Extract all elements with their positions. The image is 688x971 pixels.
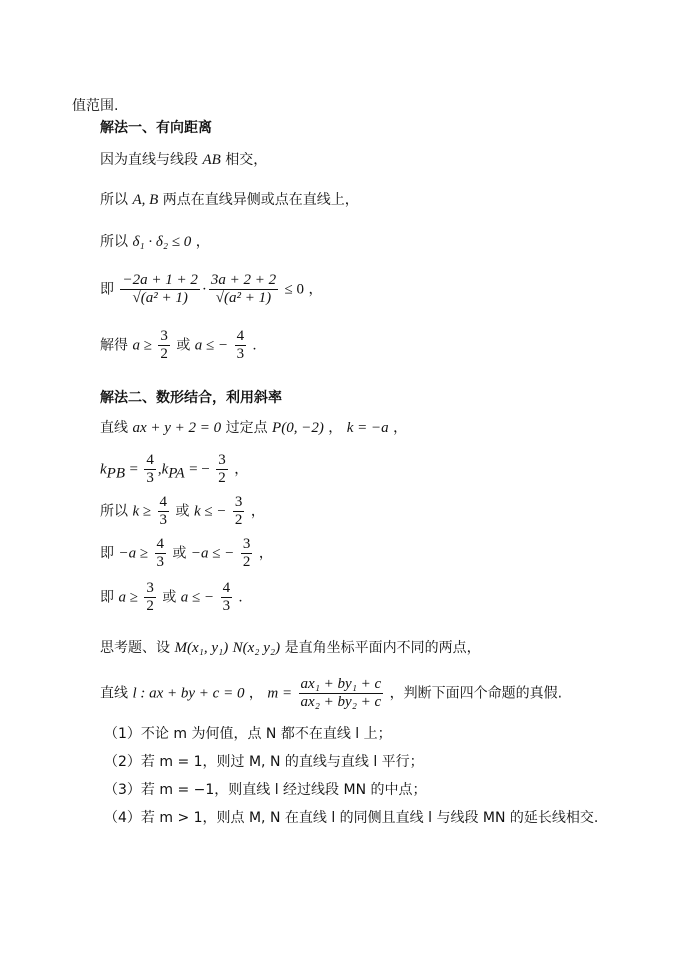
think-item-2: （2）若 m = 1，则过 M, N 的直线与直线 l 平行； — [104, 754, 424, 770]
method1-heading: 解法一、有向距离 — [100, 120, 212, 136]
method1-line3: 所以 δ₁ · δ₂ ≤ 0 ， — [100, 234, 210, 250]
intro-text: 值范围. — [72, 98, 119, 114]
think-line2: 直线 l : ax + by + c = 0 ， m = $\frac{\text{ax₁ + by₁ + c}}{\text{ax₂ + by₂ + c}}$ ，判断下面四个命题的真假. — [100, 676, 563, 710]
method2-line5: 即 a ≥ $\frac{3}{2}$ 或 a ≤ − $\frac{4}{3}$ . — [100, 580, 243, 614]
method2-line3: 所以 k ≥ $\frac{4}{3}$ 或 k ≤ − $\frac{3}{2}$ ， — [100, 494, 265, 528]
method2-line1: 直线 ax + y + 2 = 0 过定点 P(0, −2) ， k = −a ， — [100, 420, 408, 436]
method1-line2: 所以 A, B 两点在直线异侧或点在直线上， — [100, 192, 359, 208]
think-line1: 思考题、设 M(x₁, y₁) N(x₂ y₂) 是直角坐标平面内不同的两点， — [100, 640, 481, 656]
method1-line1: 因为直线与线段 AB 相交， — [100, 152, 268, 168]
think-item-3: （3）若 m = −1，则直线 l 经过线段 MN 的中点； — [104, 782, 427, 798]
fraction-2: $\frac{3a + 2 + 2}{\text{√(a² + 1)}}$ — [210, 272, 277, 306]
think-item-4: （4）若 m > 1，则点 M, N 在直线 l 的同侧且直线 l 与线段 MN 的延长线相交. — [104, 810, 599, 826]
method2-line4: 即 −a ≥ $\frac{4}{3}$ 或 −a ≤ − $\frac{3}{2}$ ， — [100, 536, 273, 570]
method2-heading: 解法二、数形结合，利用斜率 — [100, 390, 282, 406]
method1-line5: 解得 a ≥ $\frac{3}{2}$ 或 a ≤ − $\frac{4}{3}$ . — [100, 328, 257, 362]
method2-line2: $k_{PB}$ = $\frac{4}{3}$ $,k_{PA}$ = − $\frac{3}{2}$ ， — [100, 452, 249, 486]
think-item-1: （1）不论 m 为何值，点 N 都不在直线 l 上； — [104, 726, 392, 742]
method1-line4: 即 $\frac{-2a + 1 + 2}{\text{√(a² + 1)}}$ · $\frac{3a + 2 + 2}{\text{√(a² + 1)}}$ ≤ 0 ， — [100, 272, 323, 306]
fraction-1: $\frac{-2a + 1 + 2}{\text{√(a² + 1)}}$ — [122, 272, 198, 306]
